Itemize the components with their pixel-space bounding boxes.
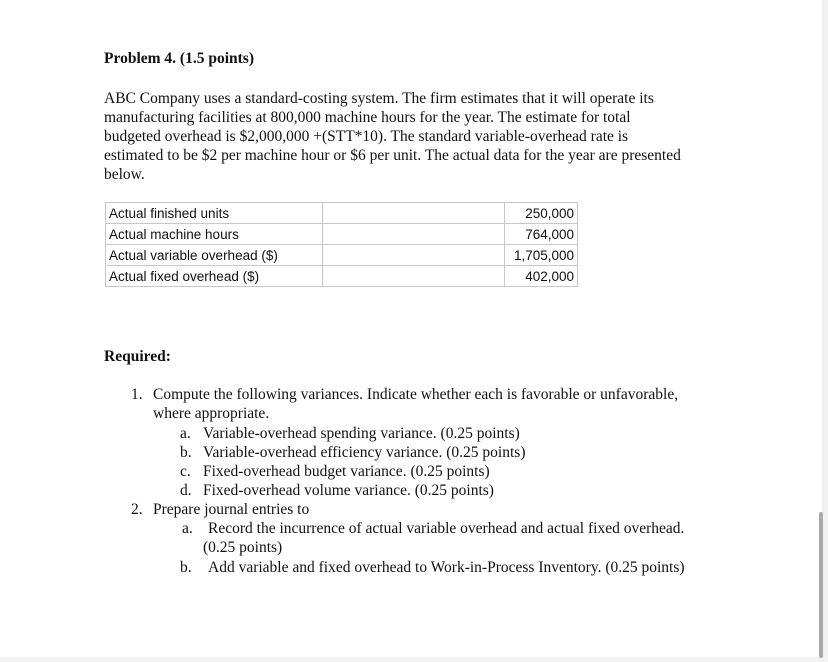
intro-line: below. [104,166,145,183]
q1-item-letter: c. [180,463,191,480]
table-row [106,224,578,245]
q1-item-letter: a. [180,425,191,442]
required-heading: Required: [104,348,171,365]
table-row [106,203,578,224]
intro-line: estimated to be $2 per machine hour or $6 per unit. The actual data for the year are presented [104,147,681,164]
q1-text: Compute the following variances. Indicate whether each is favorable or unfavorable, [153,386,679,403]
q1-number: 1. [131,386,143,403]
q2-item-text: Record the incurrence of actual variable overhead and actual fixed overhead. [208,520,685,537]
empty-cell [323,245,505,266]
vertical-scrollbar[interactable] [819,512,823,658]
row-value: 402,000 [505,266,578,287]
q1-item-text: Fixed-overhead budget variance. (0.25 points) [203,463,490,480]
q2-number: 2. [131,501,143,518]
q1-item-letter: d. [180,482,192,499]
table-row [106,266,578,287]
actual-data-table [105,202,578,287]
row-label: Actual machine hours [106,224,323,245]
row-label: Actual fixed overhead ($) [106,266,323,287]
q1-item-text: Variable-overhead spending variance. (0.25 points) [203,425,520,442]
q1-text: where appropriate. [153,405,270,422]
problem-intro [104,89,744,184]
row-label: Actual finished units [106,203,323,224]
empty-cell [323,266,505,287]
q2-item-letter: a. [182,520,193,537]
row-value: 1,705,000 [505,245,578,266]
problem-title: Problem 4. (1.5 points) [104,50,254,67]
q2-item-text: Add variable and fixed overhead to Work-in-Process Inventory. (0.25 points) [208,559,685,576]
intro-line: ABC Company uses a standard-costing system. The firm estimates that it will operate its [104,90,654,107]
row-label: Actual variable overhead ($) [106,245,323,266]
empty-cell [323,224,505,245]
window-edge-bottom [0,657,828,662]
q1-item-text: Fixed-overhead volume variance. (0.25 points) [203,482,494,499]
q2-text: Prepare journal entries to [153,501,310,518]
q1-item-letter: b. [180,444,192,461]
q1-item-text: Variable-overhead efficiency variance. (0.25 points) [203,444,526,461]
row-value: 764,000 [505,224,578,245]
intro-line: budgeted overhead is $2,000,000 +(STT*10). The standard variable-overhead rate is [104,128,629,145]
q2-item-text: (0.25 points) [203,539,283,556]
q2-item-letter: b. [180,559,192,576]
table-row [106,245,578,266]
empty-cell [323,203,505,224]
row-value: 250,000 [505,203,578,224]
intro-line: manufacturing facilities at 800,000 machine hours for the year. The estimate for total [104,109,631,126]
